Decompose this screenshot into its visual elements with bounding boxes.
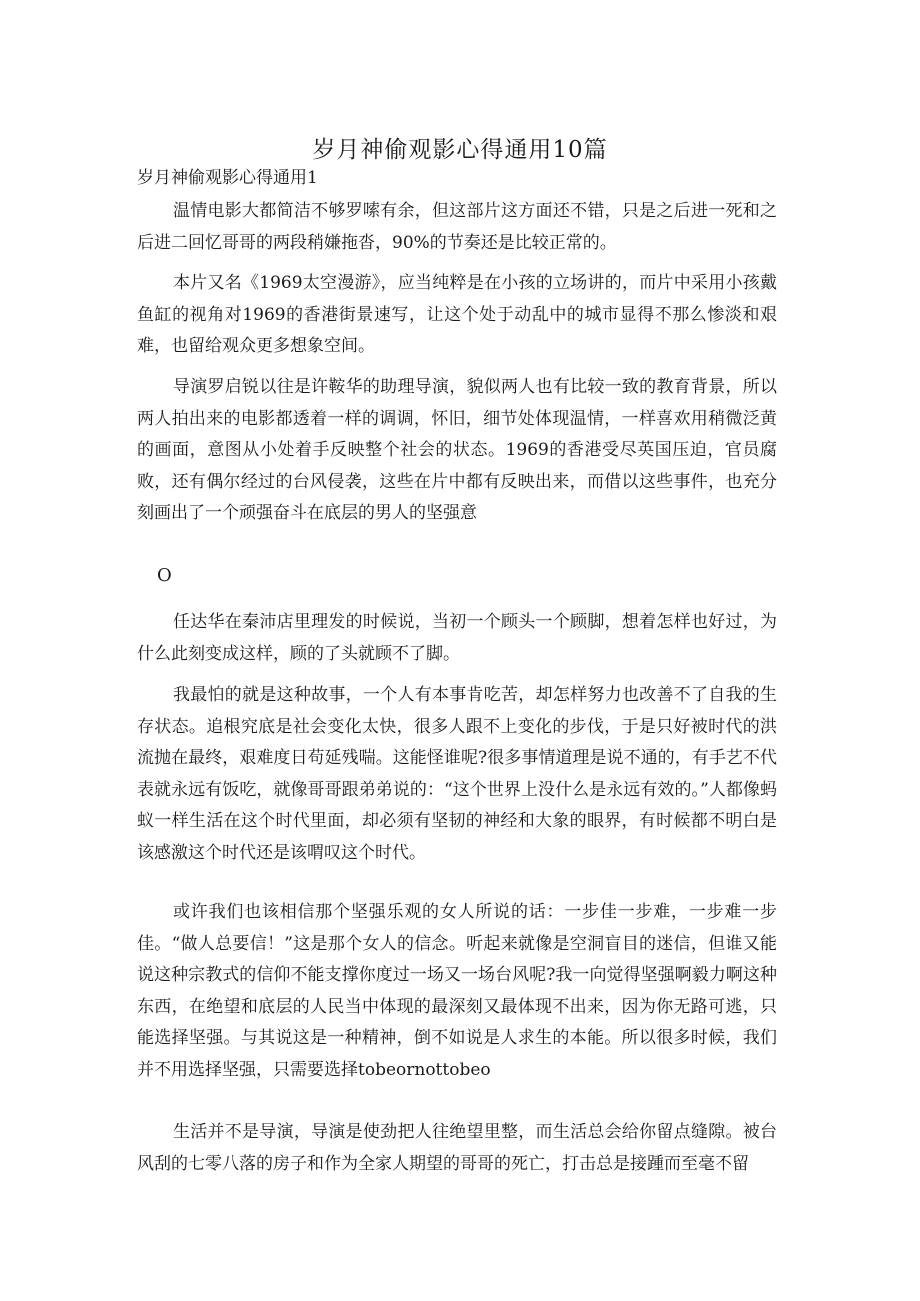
paragraph-1: 温情电影大都简洁不够罗嗦有余，但这部片这方面还不错，只是之后进一死和之后进二回忆哥哥的两段稍嫌拖沓，90%的节奏还是比较正常的。 xyxy=(137,201,777,253)
paragraph-5: 我最怕的就是这种故事，一个人有本事肯吃苦，却怎样努力也改善不了自我的生存状态。追根究底是社会变化太快，很多人跟不上变化的步伐，于是只好被时代的洪流抛在最终，艰难度日苟延残喘。这能怪谁呢?很多事情道理是说不通的，有手艺不代表就永远有饭吃，就像哥哥跟弟弟说的：“这个世界上没什么是永远有效的。”人都像蚂蚁一样生活在这个时代里面，却必须有坚韧的神经和大象的眼界，有时候都不明白是该感激这个时代还是该喟叹这个时代。 xyxy=(137,685,777,863)
stray-character: O xyxy=(157,565,172,586)
document-title: 岁月神偷观影心得通用10篇 xyxy=(312,137,608,164)
section-heading: 岁月神偷观影心得通用1 xyxy=(137,168,318,188)
paragraph-4: 任达华在秦沛店里理发的时候说，当初一个顾头一个顾脚，想着怎样也好过，为什么此刻变成这样，顾的了头就顾不了脚。 xyxy=(137,612,777,664)
paragraph-2: 本片又名《1969太空漫游》，应当纯粹是在小孩的立场讲的，而片中采用小孩戴鱼缸的视角对1969的香港街景速写，让这个处于动乱中的城市显得不那么惨淡和艰难，也留给观众更多想象空间。 xyxy=(137,273,777,356)
paragraph-6: 或许我们也该相信那个坚强乐观的女人所说的话：一步佳一步难，一步难一步佳。“做人总要信！”这是那个女人的信念。听起来就像是空洞盲目的迷信，但谁又能说这种宗教式的信仰不能支撑你度过一场又一场台风呢?我一向觉得坚强啊毅力啊这种东西，在绝望和底层的人民当中体现的最深刻又最体现不出来，因为你无路可逃，只能选择坚强。与其说这是一种精神，倒不如说是人求生的本能。所以很多时候，我们并不用选择坚强，只需要选择tobeornottobeo xyxy=(137,902,777,1080)
paragraph-3: 导演罗启锐以往是许鞍华的助理导演，貌似两人也有比较一致的教育背景，所以两人拍出来的电影都透着一样的调调，怀旧，细节处体现温情，一样喜欢用稍微泛黄的画面，意图从小处着手反映整个社会的状态。1969的香港受尽英国压迫，官员腐败，还有偶尔经过的台风侵袭，这些在片中都有反映出来，而借以这些事件，也充分刻画出了一个顽强奋斗在底层的男人的坚强意 xyxy=(137,377,777,523)
paragraph-7: 生活并不是导演，导演是使劲把人往绝望里整，而生活总会给你留点缝隙。被台风刮的七零八落的房子和作为全家人期望的哥哥的死亡，打击总是接踵而至毫不留 xyxy=(137,1122,777,1174)
